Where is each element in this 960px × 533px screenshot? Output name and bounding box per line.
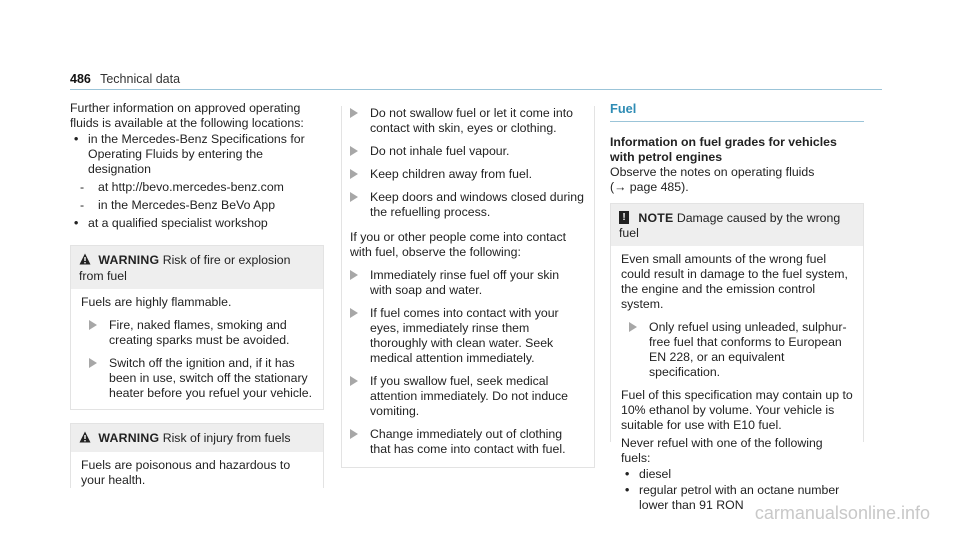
- dash-icon: -: [80, 198, 85, 212]
- warning-body: Fuels are highly flammable. Fire, naked flames, smoking and creating sparks must be avoided. Switch off the ignition and, if it has been in use, switch off the stationary heater before you refuel your vehicle.: [81, 295, 313, 400]
- arrow-icon: [350, 270, 358, 280]
- arrow-icon: [350, 376, 358, 386]
- warning-title: Risk of fire or explosion from fuel: [79, 253, 291, 283]
- warning-header: [71, 424, 323, 452]
- column-2: [341, 101, 595, 468]
- warning-title: Risk of injury from fuels: [162, 431, 291, 445]
- warning-box-injury: [70, 423, 324, 488]
- list-item: • in the Mercedes-Benz Specifications for Operating Fluids by entering the designation: [74, 132, 305, 176]
- arrow-icon: [350, 192, 358, 202]
- warning-label: WARNING: [98, 253, 160, 267]
- instruction-step: Only refuel using unleaded, sulphur-free fuel that conforms to European EN 228, or an equivalent specification.: [621, 320, 853, 380]
- warning-header: [71, 246, 323, 289]
- arrow-icon: [350, 429, 358, 439]
- instruction-step: Immediately rinse fuel off your skin with soap and water.: [342, 268, 584, 298]
- warning-label: WARNING: [98, 431, 160, 445]
- bullet-icon: •: [74, 216, 79, 230]
- sub-list-item: - in the Mercedes-Benz BeVo App: [80, 198, 276, 212]
- heading-divider: [610, 121, 864, 122]
- note-label: NOTE: [638, 211, 674, 225]
- warning-box-fire: [70, 245, 324, 410]
- arrow-icon: [350, 308, 358, 318]
- list-item: • regular petrol with an octane number lower than 91 RON: [625, 483, 840, 512]
- dash-icon: -: [80, 180, 85, 194]
- page-number: 486: [70, 72, 91, 86]
- arrow-icon: [629, 322, 637, 332]
- watermark: carmanualsonline.info: [754, 503, 930, 523]
- warning-triangle-icon: [79, 431, 95, 447]
- arrow-icon: [89, 358, 97, 368]
- instruction-step: If fuel comes into contact with your eyes, immediately rinse them thoroughly with clean water. Seek medical attention immediately.: [342, 306, 584, 366]
- observe-text: Observe the notes on operating fluids: [610, 165, 815, 179]
- note-title: Damage caused by the wrong fuel: [619, 211, 841, 240]
- list-item: • diesel: [625, 467, 672, 481]
- bullet-icon: •: [74, 132, 79, 146]
- exclamation-icon: !: [619, 211, 629, 224]
- arrow-icon: [350, 108, 358, 118]
- instruction-step: Switch off the ignition and, if it has been in use, switch off the stationary heater before you refuel your vehicle.: [81, 356, 313, 401]
- header-divider: [70, 89, 882, 90]
- arrow-icon: [350, 169, 358, 179]
- instruction-step: If you swallow fuel, seek medical attention immediately. Do not induce vomiting.: [342, 374, 584, 419]
- warning-triangle-icon: [79, 253, 95, 269]
- arrow-icon: [89, 320, 97, 330]
- contact-paragraph: If you or other people come into contact with fuel, observe the following:: [350, 230, 567, 259]
- instruction-step: Do not inhale fuel vapour.: [342, 144, 584, 159]
- subheading: Information on fuel grades for vehicles with petrol engines: [610, 135, 837, 164]
- bullet-icon: •: [625, 467, 630, 481]
- instruction-step: Do not swallow fuel or let it come into contact with skin, eyes or clothing.: [342, 106, 584, 136]
- instruction-step: Keep children away from fuel.: [342, 167, 584, 182]
- instruction-step: Keep doors and windows closed during the refuelling process.: [342, 190, 584, 220]
- instruction-step: Fire, naked flames, smoking and creating sparks must be avoided.: [81, 318, 313, 348]
- list-item: • at a qualified specialist workshop: [74, 216, 268, 230]
- warning-body: Fuels are poisonous and hazardous to your health.: [81, 458, 291, 487]
- column-3: [610, 101, 864, 512]
- bullet-icon: •: [625, 483, 630, 497]
- page-reference: (→ page 485).: [610, 180, 689, 194]
- page-header: [70, 72, 180, 87]
- note-header: [611, 204, 863, 246]
- section-heading-fuel: Fuel: [610, 101, 637, 116]
- column-1: [70, 101, 324, 488]
- section-title: Technical data: [100, 72, 181, 86]
- instruction-step: Change immediately out of clothing that has come into contact with fuel.: [342, 427, 584, 457]
- sub-list-item: - at http://bevo.mercedes-benz.com: [80, 180, 284, 194]
- intro-paragraph: Further information on approved operating fluids is available at the following locations:: [70, 101, 304, 130]
- note-body: Even small amounts of the wrong fuel could result in damage to the fuel system, the engine and the emission control system. Only refuel using unleaded, sulphur-free fuel that conforms to European EN 228, or an equivalent specification. Fuel of this specification may contain up to 10% ethanol by volume. Your vehicle is suitable for use with E10 fuel. Never refuel with one of the following fuels: • diesel • regular petrol with an octane number lower than 91 RON: [621, 252, 853, 512]
- arrow-icon: [350, 146, 358, 156]
- note-box: [610, 203, 864, 512]
- warning-continued-box: [341, 106, 595, 468]
